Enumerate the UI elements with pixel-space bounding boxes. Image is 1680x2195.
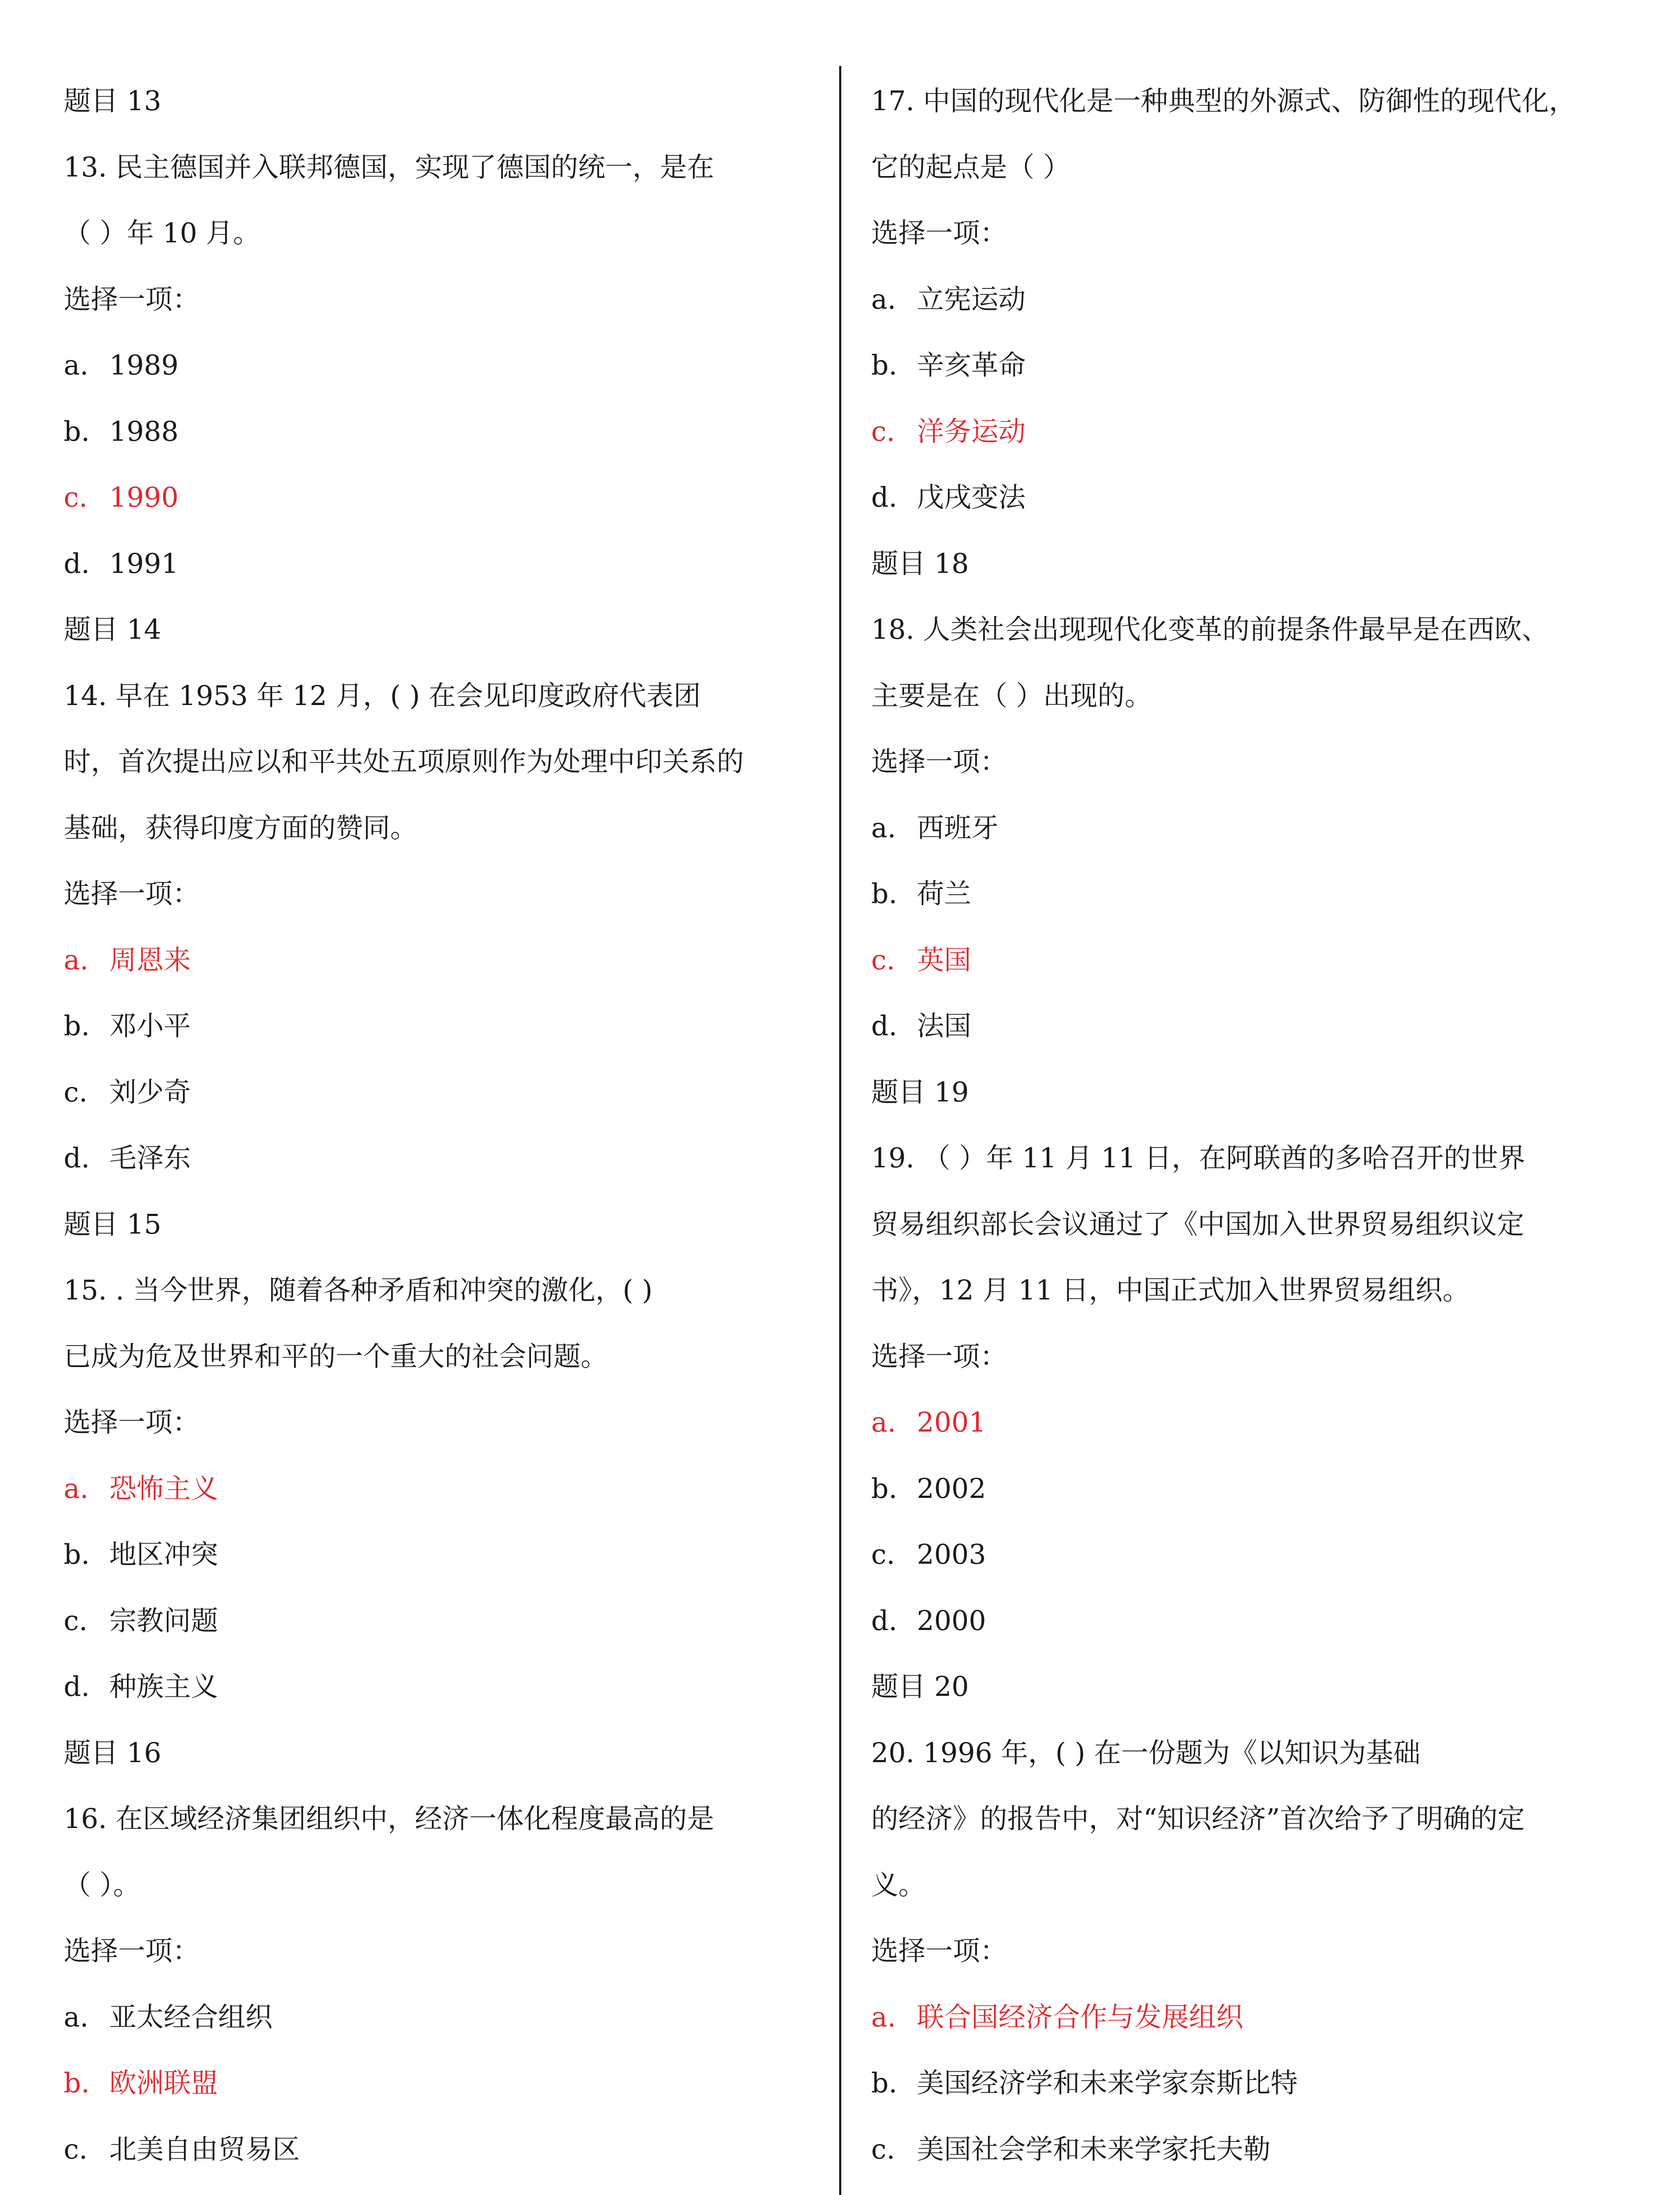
option-letter: c. [871,943,895,976]
answer-option-a-correct[interactable] [64,927,827,993]
option-text: 周恩来 [109,943,191,976]
answer-option-d[interactable] [64,1654,827,1720]
answer-option-b-correct[interactable] [64,2050,827,2116]
option-letter: a. [871,1406,896,1438]
option-text: 种族主义 [109,1670,219,1702]
option-letter: c. [64,481,88,513]
option-text: 英国 [917,943,972,976]
question-header: 题目 18 [871,547,969,579]
option-letter: b. [64,1010,90,1042]
option-letter: b. [64,415,90,447]
option-letter: a. [871,283,896,315]
answer-option-c[interactable] [871,2116,1626,2183]
answer-option-a[interactable] [871,266,1626,333]
option-text: 法国 [917,1010,972,1042]
answer-option-c-correct[interactable] [871,399,1626,465]
choose-one-prompt: 选择一项： [871,745,1008,777]
question-header: 题目 15 [64,1208,162,1240]
question-18 [871,531,1626,1059]
option-text: 2003 [917,1538,986,1570]
question-header: 题目 20 [871,1670,969,1702]
answer-option-c-correct[interactable] [64,464,827,531]
option-text: 荷兰 [917,878,972,910]
question-header: 题目 19 [871,1076,969,1108]
answer-option-c[interactable] [871,1522,1626,1588]
question-15 [64,1191,827,1720]
option-letter: b. [64,1538,90,1570]
answer-option-d[interactable] [64,2182,827,2195]
right-column [871,68,1626,2195]
question-stem-line: 它的起点是（ ） [871,151,1070,183]
question-stem-line: 19. （ ）年 11 月 11 日，在阿联酋的多哈召开的世界 [871,1142,1526,1174]
question-stem-line: 20. 1996 年，( ) 在一份题为《以知识为基础 [871,1736,1421,1769]
answer-option-d[interactable] [64,1125,827,1191]
option-letter: d. [64,547,90,579]
question-stem-line: 书》，12 月 11 日，中国正式加入世界贸易组织。 [871,1274,1470,1306]
answer-option-a[interactable] [64,332,827,399]
question-stem-line: 15. . 当今世界，随着各种矛盾和冲突的激化，( ) [64,1274,653,1306]
choose-one-prompt: 选择一项： [64,1935,200,1967]
option-letter: b. [871,878,897,910]
question-13 [64,68,827,597]
choose-one-prompt: 选择一项： [64,1406,200,1438]
option-letter: d. [871,1604,897,1637]
option-text: 洋务运动 [917,415,1026,447]
question-19 [871,1059,1626,1654]
question-16 [64,1720,827,2195]
answer-option-b[interactable] [871,861,1626,927]
option-text: 1990 [109,481,179,513]
option-text: 立宪运动 [917,283,1026,315]
column-divider [839,66,841,2195]
option-text: 2002 [917,1472,986,1504]
option-text: 辛亥革命 [917,349,1026,381]
question-stem-line: （ ）年 10 月。 [64,217,261,249]
question-20 [871,1654,1626,2195]
answer-option-a-correct[interactable] [871,1984,1626,2051]
option-text: 2001 [917,1406,986,1438]
question-stem-line: （ ）。 [64,1868,140,1901]
question-stem-line: 已成为危及世界和平的一个重大的社会问题。 [64,1340,608,1372]
option-letter: c. [64,1604,88,1637]
answer-option-d[interactable] [64,531,827,597]
option-letter: b. [64,2067,90,2099]
answer-option-a-correct[interactable] [64,1456,827,1522]
question-stem-line: 18. 人类社会出现现代化变革的前提条件最早是在西欧、 [871,613,1549,645]
option-letter: c. [871,2133,895,2165]
question-14 [64,597,827,1191]
question-stem-line: 义。 [871,1868,926,1901]
option-text: 美国经济学和未来学家奈斯比特 [917,2067,1298,2099]
option-text: 亚太经合组织 [109,2001,273,2033]
answer-option-c-correct[interactable] [871,927,1626,993]
option-text: 宗教问题 [109,1604,219,1637]
option-text: 戊戌变法 [917,481,1026,513]
choose-one-prompt: 选择一项： [871,1935,1008,1967]
option-text: 美国社会学和未来学家托夫勒 [917,2133,1271,2165]
option-text: 刘少奇 [109,1076,191,1108]
answer-option-c[interactable] [64,1059,827,1126]
answer-option-d[interactable] [871,1588,1626,1654]
answer-option-b[interactable] [64,1522,827,1588]
answer-option-a[interactable] [871,795,1626,861]
option-letter: a. [64,1472,89,1504]
option-letter: c. [871,1538,895,1570]
option-letter: b. [871,2067,897,2099]
option-letter [871,2182,917,2195]
option-letter: b. [871,1472,897,1504]
answer-option-b[interactable] [871,2050,1626,2116]
question-stem-line: 基础，获得印度方面的赞同。 [64,811,418,844]
question-stem-line: 的经济》的报告中，对“知识经济”首次给予了明确的定 [871,1803,1525,1835]
choose-one-prompt: 选择一项： [64,283,200,315]
option-letter: d. [871,1010,897,1042]
option-text: 1988 [109,415,179,447]
question-stem-line: 17. 中国的现代化是一种典型的外源式、防御性的现代化， [871,85,1576,117]
option-letter: c. [871,415,895,447]
answer-option-b[interactable] [871,1456,1626,1522]
question-header: 题目 13 [64,85,162,117]
answer-option-b[interactable] [871,332,1626,399]
left-column [64,68,827,2195]
option-letter: c. [64,2133,88,2165]
question-stem-line: 16. 在区域经济集团组织中，经济一体化程度最高的是 [64,1803,714,1835]
question-stem-line: 时，首次提出应以和平共处五项原则作为处理中印关系的 [64,745,744,777]
question-stem-line: 贸易组织部长会议通过了《中国加入世界贸易组织议定 [871,1208,1525,1240]
option-letter: a. [64,349,89,381]
answer-option-c[interactable] [64,1588,827,1654]
option-text: 地区冲突 [109,1538,219,1570]
option-text: 西班牙 [917,811,999,844]
answer-option-a[interactable] [64,1984,827,2051]
option-text: 欧洲联盟 [109,2067,219,2099]
answer-option-b[interactable] [64,993,827,1059]
option-text: 恐怖主义 [109,1472,219,1504]
option-letter: a. [64,943,89,976]
question-header: 题目 16 [64,1736,162,1769]
option-letter: d. [64,1670,90,1702]
question-17 [871,68,1626,531]
option-text: 2000 [917,1604,986,1637]
question-stem-line: 14. 早在 1953 年 12 月，( ) 在会见印度政府代表团 [64,679,701,712]
choose-one-prompt: 选择一项： [871,217,1008,249]
option-text: 1991 [109,547,179,579]
answer-option-b[interactable] [64,399,827,465]
answer-option-c[interactable] [64,2116,827,2183]
option-text: 邓小平 [109,1010,191,1042]
option-letter: a. [871,811,896,844]
option-letter: d. [871,481,897,513]
option-text: 毛泽东 [109,1142,191,1174]
answer-option-d[interactable] [871,993,1626,1059]
answer-option-d[interactable] [871,464,1626,531]
option-letter: a. [871,2001,896,2033]
option-letter [64,2182,109,2195]
option-text: 北美自由贸易区 [109,2133,300,2165]
option-letter: c. [64,1076,88,1108]
option-text: 联合国经济合作与发展组织 [917,2001,1244,2033]
option-text: 1989 [109,349,179,381]
question-stem-line: 13. 民主德国并入联邦德国，实现了德国的统一，是在 [64,151,714,183]
question-stem-line: 主要是在（ ）出现的。 [871,679,1152,712]
choose-one-prompt: 选择一项： [64,878,200,910]
choose-one-prompt: 选择一项： [871,1340,1008,1372]
option-letter: d. [64,1142,90,1174]
answer-option-a-correct[interactable] [871,1389,1626,1456]
option-letter: a. [64,2001,89,2033]
option-letter: b. [871,349,897,381]
answer-option-d[interactable] [871,2182,1626,2195]
question-header: 题目 14 [64,613,162,645]
